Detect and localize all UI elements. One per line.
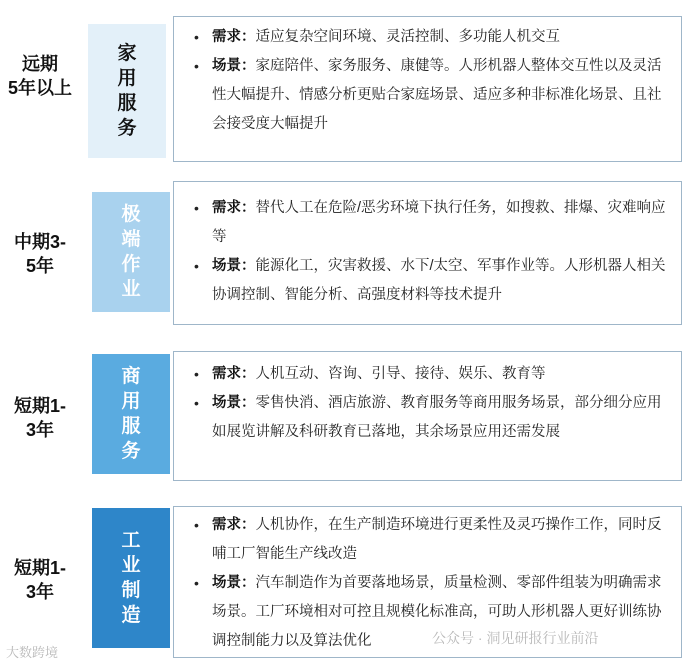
demand-label: 需求： <box>212 517 256 533</box>
bullet-icon: • <box>194 395 199 411</box>
description-box <box>173 16 682 162</box>
period-label <box>0 52 80 100</box>
period-line-2: 3年 <box>25 582 54 602</box>
bullet-icon: • <box>194 29 199 45</box>
scene-label: 场景： <box>212 58 256 74</box>
bullet-icon: • <box>194 366 199 382</box>
bullet-icon: • <box>194 258 199 274</box>
scene-text: 能源化工，灾害救援、水下/太空、军事作业等。人形机器人相关协调控制、智能分析、高强度材料等技术提升 <box>212 258 666 303</box>
category-block-commercial-service <box>92 354 170 474</box>
demand-item <box>190 23 667 52</box>
scene-label: 场景： <box>212 258 256 274</box>
demand-item <box>190 194 667 252</box>
category-char: 端 <box>121 229 141 250</box>
scene-text: 零售快消、酒店旅游、教育服务等商用服务场景，部分细分应用如展览讲解及科研教育已落地，其余场景应用还需发展 <box>212 395 662 440</box>
category-char: 制 <box>121 580 141 601</box>
description-box <box>173 351 682 481</box>
watermark-left: 大数跨境 <box>6 645 59 660</box>
period-label <box>0 556 80 604</box>
demand-item <box>190 360 667 389</box>
category-char: 业 <box>121 555 141 576</box>
description-box <box>173 181 682 325</box>
description-box <box>173 506 682 658</box>
category-char: 服 <box>117 93 137 114</box>
category-char: 服 <box>121 416 141 437</box>
demand-label: 需求： <box>212 366 256 382</box>
category-char: 业 <box>121 279 141 300</box>
category-char: 作 <box>121 254 141 275</box>
category-char: 商 <box>121 366 141 387</box>
demand-item <box>190 511 667 569</box>
period-line-1: 远期 <box>22 54 58 74</box>
demand-label: 需求： <box>212 200 256 216</box>
category-block-industrial-manufacturing <box>92 508 170 648</box>
scene-item <box>190 52 667 139</box>
scene-text: 家庭陪伴、家务服务、康健等。人形机器人整体交互性以及灵活性大幅提升、情感分析更贴合家庭场景、适应多种非标准化场景、且社会接受度大幅提升 <box>212 58 662 132</box>
period-line-2: 5年 <box>25 256 54 276</box>
period-line-1: 中期3- <box>13 232 66 252</box>
period-line-2: 5年以上 <box>7 78 72 98</box>
period-line-2: 3年 <box>25 420 54 440</box>
scene-label: 场景： <box>212 575 256 591</box>
scene-item <box>190 389 667 447</box>
demand-label: 需求： <box>212 29 256 45</box>
category-char: 务 <box>117 118 137 139</box>
category-char: 务 <box>121 441 141 462</box>
demand-text: 适应复杂空间环境、灵活控制、多功能人机交互 <box>255 29 560 45</box>
category-char: 用 <box>117 68 137 89</box>
demand-text: 人机协作，在生产制造环境进行更柔性及灵巧操作工作，同时反哺工厂智能生产线改造 <box>212 517 662 562</box>
period-line-1: 短期1- <box>13 558 66 578</box>
category-char: 极 <box>121 204 141 225</box>
bullet-icon: • <box>194 575 199 591</box>
category-char: 家 <box>117 43 137 64</box>
bullet-icon: • <box>194 200 199 216</box>
scene-item <box>190 252 667 310</box>
period-line-1: 短期1- <box>13 396 66 416</box>
scene-text: 汽车制造作为首要落地场景，质量检测、零部件组装为明确需求场景。工厂环境相对可控且规模化标准高，可助人形机器人更好训练协调控制能力以及算法优化 <box>212 575 662 649</box>
bullet-icon: • <box>194 58 199 74</box>
demand-text: 人机互动、咨询、引导、接待、娱乐、教育等 <box>255 366 546 382</box>
scene-label: 场景： <box>212 395 256 411</box>
category-block-extreme-operation <box>92 192 170 312</box>
period-label <box>0 230 80 278</box>
demand-text: 替代人工在危险/恶劣环境下执行任务，如搜救、排爆、灾难响应等 <box>212 200 666 245</box>
category-block-home-service <box>88 24 166 158</box>
category-char: 工 <box>121 530 141 551</box>
watermark-right: 公众号 · 洞见研报行业前沿 <box>432 630 599 646</box>
period-label <box>0 394 80 442</box>
category-char: 用 <box>121 391 141 412</box>
bullet-icon: • <box>194 517 199 533</box>
category-char: 造 <box>121 605 141 626</box>
